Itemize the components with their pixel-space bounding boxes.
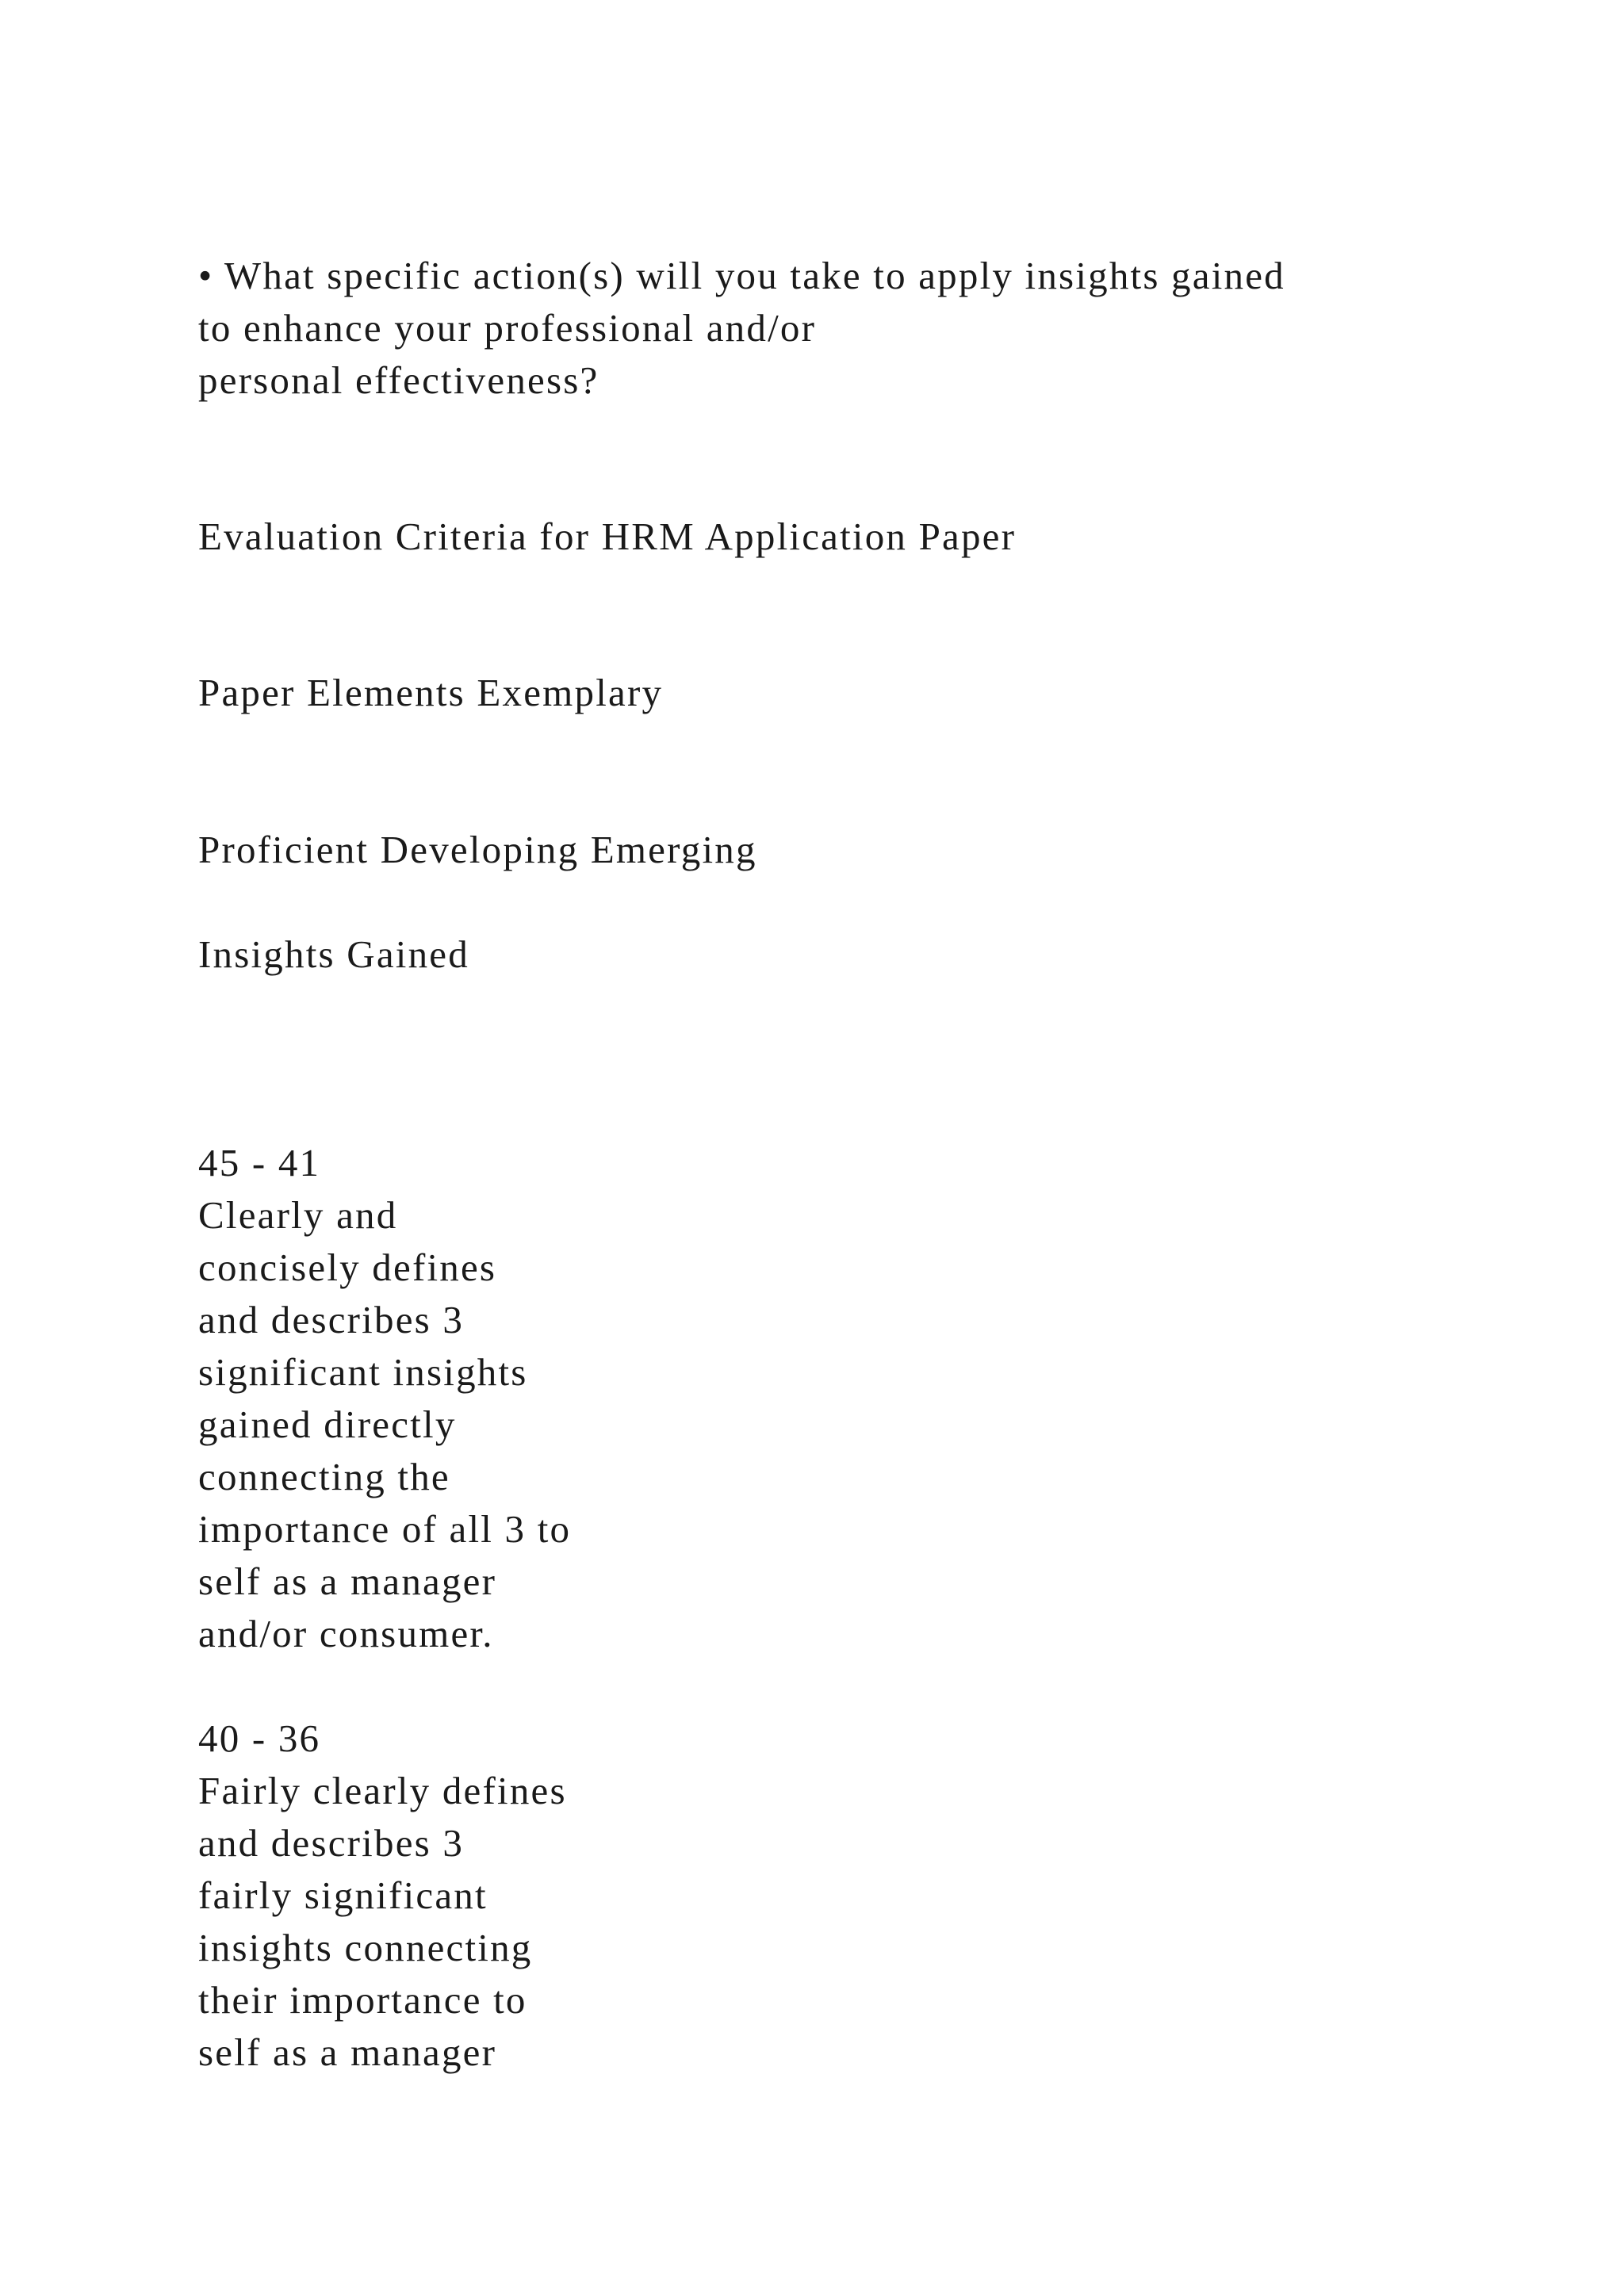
proficient-text-line: insights connecting bbox=[198, 1926, 533, 1969]
proficient-text-line: Fairly clearly defines bbox=[198, 1769, 567, 1812]
exemplary-text-line: significant insights bbox=[198, 1350, 528, 1394]
question-line: personal effectiveness? bbox=[198, 358, 599, 402]
element-label: Insights Gained bbox=[198, 932, 469, 976]
exemplary-text-line: importance of all 3 to bbox=[198, 1507, 572, 1551]
proficient-text-line: fairly significant bbox=[198, 1873, 488, 1917]
question-line: • What specific action(s) will you take to apply insights gained bbox=[198, 254, 1285, 297]
rubric-header-row: Proficient Developing Emerging bbox=[198, 828, 757, 871]
proficient-text-line: and describes 3 bbox=[198, 1821, 465, 1865]
exemplary-text-line: concisely defines bbox=[198, 1246, 497, 1289]
proficient-text-line: self as a manager bbox=[198, 2030, 497, 2074]
exemplary-text-line: self as a manager bbox=[198, 1559, 497, 1603]
rubric-header-row: Paper Elements Exemplary bbox=[198, 671, 664, 714]
proficient-text-line: their importance to bbox=[198, 1978, 527, 2022]
exemplary-text-line: connecting the bbox=[198, 1455, 450, 1498]
exemplary-text-line: and/or consumer. bbox=[198, 1612, 494, 1655]
section-heading: Evaluation Criteria for HRM Application Paper bbox=[198, 515, 1017, 558]
exemplary-text-line: and describes 3 bbox=[198, 1298, 465, 1341]
exemplary-text-line: Clearly and bbox=[198, 1193, 398, 1237]
question-line: to enhance your professional and/or bbox=[198, 306, 817, 350]
exemplary-text-line: gained directly bbox=[198, 1402, 457, 1446]
exemplary-score: 45 - 41 bbox=[198, 1141, 321, 1184]
proficient-score: 40 - 36 bbox=[198, 1716, 321, 1760]
